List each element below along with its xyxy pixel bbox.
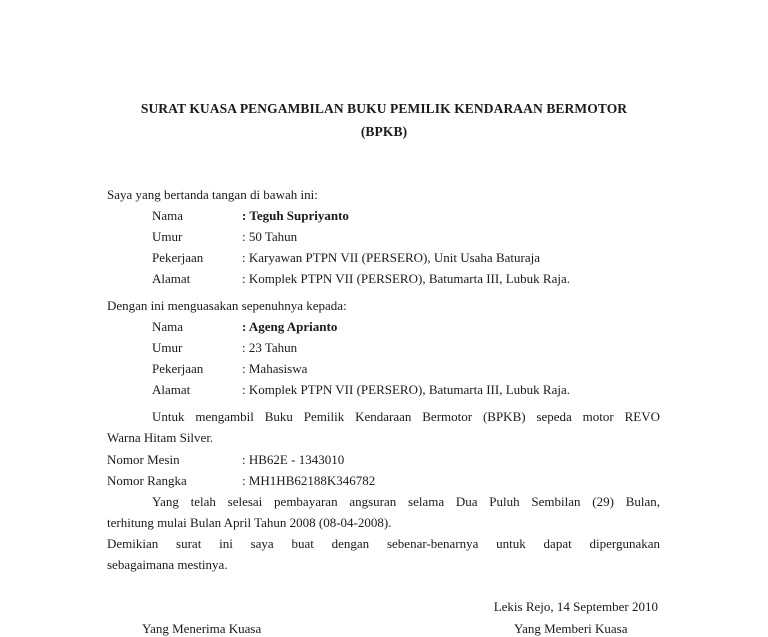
grantor-name-label: Nama <box>152 208 184 223</box>
grantor-age-label: Umur <box>152 229 183 244</box>
grantee-address: : Komplek PTPN VII (PERSERO), Batumarta III, Lubuk Raja. <box>242 382 570 397</box>
transfer-text: Dengan ini menguasakan sepenuhnya kepada: <box>107 298 347 313</box>
payment-line-2: terhitung mulai Bulan April Tahun 2008 (08-04-2008). <box>107 515 392 530</box>
closing-line-1: Demikian surat ini saya buat dengan sebenar-benarnya untuk dapat dipergunakan <box>107 536 660 551</box>
signature-receiver-label: Yang Menerima Kuasa <box>142 621 262 636</box>
grantor-age: : 50 Tahun <box>242 229 298 244</box>
grantee-job-label: Pekerjaan <box>152 361 204 376</box>
grantee-age-label: Umur <box>152 340 183 355</box>
letter-title-abbrev: (BPKB) <box>360 124 408 139</box>
grantee-address-label: Alamat <box>152 382 191 397</box>
grantor-address-label: Alamat <box>152 271 191 286</box>
chassis-number: : MH1HB62188K346782 <box>242 473 376 488</box>
grantee-job: : Mahasiswa <box>242 361 308 376</box>
grantee-age: : 23 Tahun <box>242 340 298 355</box>
chassis-number-label: Nomor Rangka <box>107 473 187 488</box>
grantor-job: : Karyawan PTPN VII (PERSERO), Unit Usaha Baturaja <box>242 250 540 265</box>
purpose-line-1: Untuk mengambil Buku Pemilik Kendaraan Bermotor (BPKB) sepeda motor REVO <box>152 409 660 424</box>
closing-line-2: sebagaimana mestinya. <box>107 557 228 572</box>
grantor-address: : Komplek PTPN VII (PERSERO), Batumarta III, Lubuk Raja. <box>242 271 570 286</box>
engine-number-label: Nomor Mesin <box>107 452 180 467</box>
place-date: Lekis Rejo, 14 September 2010 <box>493 599 658 614</box>
intro-text: Saya yang bertanda tangan di bawah ini: <box>107 187 318 202</box>
grantor-job-label: Pekerjaan <box>152 250 204 265</box>
signature-giver-label: Yang Memberi Kuasa <box>514 621 628 636</box>
grantee-name-label: Nama <box>152 319 184 334</box>
letter-title: SURAT KUASA PENGAMBILAN BUKU PEMILIK KENDARAAN BERMOTOR <box>140 101 628 116</box>
payment-line-1: Yang telah selesai pembayaran angsuran selama Dua Puluh Sembilan (29) Bulan, <box>152 494 660 509</box>
grantor-name: : Teguh Supriyanto <box>242 208 349 223</box>
purpose-line-2: Warna Hitam Silver. <box>107 430 214 445</box>
grantee-name: : Ageng Aprianto <box>242 319 338 334</box>
engine-number: : HB62E - 1343010 <box>242 452 345 467</box>
